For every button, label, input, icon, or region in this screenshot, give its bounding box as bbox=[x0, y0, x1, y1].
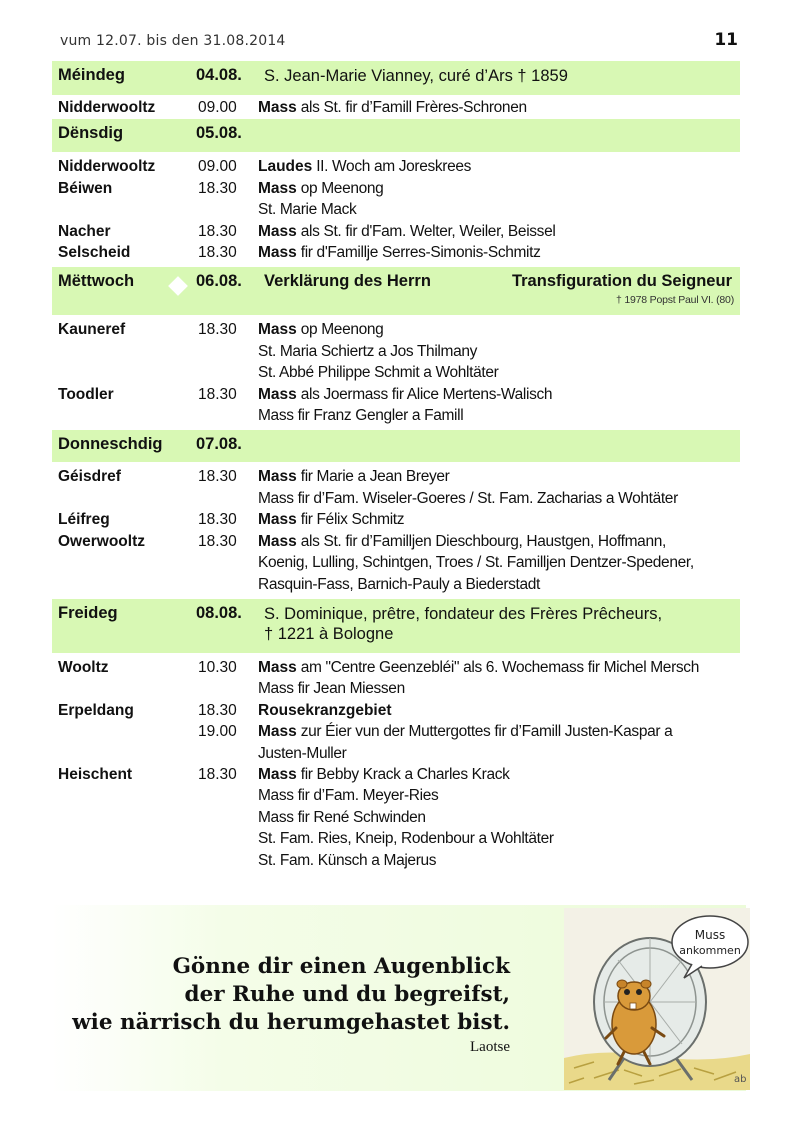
day-entries bbox=[52, 152, 740, 267]
page-header bbox=[60, 30, 738, 54]
entry-kind: Mass bbox=[258, 511, 297, 529]
entry-detail: als Joermass fir Alice Mertens-Walisch bbox=[296, 385, 553, 403]
time bbox=[190, 199, 258, 220]
feast-title-de: Verklärung des Herrn bbox=[264, 272, 431, 291]
place bbox=[52, 850, 190, 871]
time: 18.30 bbox=[198, 532, 237, 550]
entry-row bbox=[52, 785, 740, 806]
entry-text bbox=[258, 221, 740, 242]
entry-detail: als St. fir d'Fam. Welter, Weiler, Beissel bbox=[296, 222, 556, 240]
time: 18.30 bbox=[198, 511, 237, 529]
entry-row bbox=[52, 405, 740, 426]
place bbox=[52, 828, 190, 849]
place: Nidderwooltz bbox=[58, 158, 156, 176]
day-entries bbox=[52, 315, 740, 430]
entry-detail: Justen-Muller bbox=[258, 744, 347, 762]
entry-text bbox=[258, 743, 740, 764]
place bbox=[52, 807, 190, 828]
entry-row bbox=[52, 384, 740, 405]
place bbox=[52, 743, 190, 764]
entry-detail: Koenig, Lulling, Schintgen, Troes / St. Familljen Dentzer-Spedener, bbox=[258, 554, 694, 572]
entry-row bbox=[52, 657, 740, 678]
entry-text bbox=[258, 552, 740, 573]
entry-text bbox=[258, 466, 740, 487]
entry-text bbox=[258, 785, 740, 806]
place: Nidderwooltz bbox=[58, 99, 156, 116]
anniversary-note: † 1978 Popst Paul VI. (80) bbox=[616, 294, 734, 307]
place bbox=[52, 362, 190, 383]
entry-row bbox=[52, 156, 740, 177]
entry-text bbox=[258, 828, 740, 849]
speech-line-1: Muss bbox=[694, 928, 726, 942]
feast-title bbox=[264, 430, 740, 435]
place: Béiwen bbox=[58, 179, 113, 197]
schedule bbox=[52, 61, 740, 875]
entry-row bbox=[52, 199, 740, 220]
place bbox=[52, 721, 190, 742]
entry-text bbox=[258, 657, 740, 678]
entry-detail: St. Marie Mack bbox=[258, 201, 357, 219]
entry-text bbox=[258, 97, 740, 118]
entry-text bbox=[258, 574, 740, 595]
entry-detail: St. Fam. Künsch a Majerus bbox=[258, 851, 437, 869]
entry-row bbox=[52, 807, 740, 828]
entry-row bbox=[52, 700, 740, 721]
entry-row bbox=[52, 850, 740, 871]
day-entries bbox=[52, 653, 740, 875]
day-date: 06.08. bbox=[196, 272, 242, 291]
entry-detail: Mass fir d’Fam. Meyer-Ries bbox=[258, 787, 439, 805]
entry-text bbox=[258, 319, 740, 340]
time: 10.30 bbox=[198, 658, 237, 676]
entry-text bbox=[258, 807, 740, 828]
place bbox=[52, 199, 190, 220]
time bbox=[190, 488, 258, 509]
entry-row bbox=[52, 678, 740, 699]
place bbox=[52, 574, 190, 595]
time: 18.30 bbox=[198, 222, 237, 240]
entry-detail: op Meenong bbox=[296, 321, 384, 339]
entry-text bbox=[258, 678, 740, 699]
time bbox=[190, 785, 258, 806]
place: Léifreg bbox=[58, 511, 110, 529]
time bbox=[190, 807, 258, 828]
artist-signature: ab bbox=[734, 1074, 747, 1085]
entry-detail: II. Woch am Joreskrees bbox=[312, 158, 472, 176]
entry-kind: Rousekranzgebiet bbox=[258, 701, 392, 719]
entry-row bbox=[52, 509, 740, 530]
entry-text bbox=[258, 178, 740, 199]
place bbox=[52, 552, 190, 573]
place bbox=[52, 678, 190, 699]
place: Erpeldang bbox=[58, 701, 134, 719]
entry-row bbox=[52, 552, 740, 573]
entry-detail: Mass fir d’Fam. Wiseler-Goeres / St. Fam. Zacharias a Wohtäter bbox=[258, 489, 678, 507]
entry-detail: St. Fam. Ries, Kneip, Rodenbour a Wohltäter bbox=[258, 830, 554, 848]
time bbox=[190, 405, 258, 426]
entry-kind: Laudes bbox=[258, 158, 313, 176]
entry-detail: Mass fir Franz Gengler a Famill bbox=[258, 407, 464, 425]
place: Nacher bbox=[58, 222, 111, 240]
entry-text bbox=[258, 509, 740, 530]
entry-detail: am "Centre Geenzebléi" als 6. Wochemass fir Michel Mersch bbox=[296, 658, 699, 676]
entry-kind: Mass bbox=[258, 723, 297, 741]
day-header bbox=[52, 430, 740, 462]
entry-kind: Mass bbox=[258, 244, 297, 262]
entry-kind: Mass bbox=[258, 468, 297, 486]
time: 18.30 bbox=[198, 385, 237, 403]
entry-row bbox=[52, 221, 740, 242]
day-date: 07.08. bbox=[196, 435, 242, 454]
entry-kind: Mass bbox=[258, 99, 297, 116]
place: Wooltz bbox=[58, 658, 109, 676]
place bbox=[52, 785, 190, 806]
entry-detail: St. Maria Schiertz a Jos Thilmany bbox=[258, 342, 478, 360]
time bbox=[190, 828, 258, 849]
day-header bbox=[52, 119, 740, 152]
feast-title: S. Jean-Marie Vianney, curé d’Ars † 1859 bbox=[264, 67, 568, 85]
place: Selscheid bbox=[58, 244, 131, 262]
quote-line-1: Gönne dir einen Augenblick bbox=[172, 954, 510, 979]
day-name: Dënsdig bbox=[58, 124, 124, 143]
place bbox=[52, 488, 190, 509]
day-header bbox=[52, 599, 740, 653]
entry-detail: fir d'Famillje Serres-Simonis-Schmitz bbox=[296, 244, 541, 262]
entry-detail: Rasquin-Fass, Barnich-Pauly a Biederstadt bbox=[258, 575, 541, 593]
entry-row bbox=[52, 574, 740, 595]
feast-title bbox=[264, 599, 740, 644]
entry-row bbox=[52, 242, 740, 263]
speech-line-2: ankommen bbox=[679, 944, 741, 957]
time: 18.30 bbox=[198, 244, 237, 262]
entry-text bbox=[258, 488, 740, 509]
place: Géisdref bbox=[58, 468, 121, 486]
entry-text bbox=[258, 156, 740, 177]
entry-text bbox=[258, 341, 740, 362]
quote-box bbox=[52, 905, 746, 1091]
entry-text bbox=[258, 242, 740, 263]
time bbox=[190, 743, 258, 764]
day-date: 05.08. bbox=[196, 124, 242, 143]
time bbox=[190, 678, 258, 699]
entry-detail: fir Félix Schmitz bbox=[296, 511, 405, 529]
entry-row bbox=[52, 828, 740, 849]
quote-author: Laotse bbox=[470, 1039, 510, 1055]
day-entries bbox=[52, 95, 740, 119]
place: Kauneref bbox=[58, 321, 126, 339]
entry-detail: als St. fir d’Familljen Dieschbourg, Haustgen, Hoffmann, bbox=[296, 532, 666, 550]
time bbox=[190, 850, 258, 871]
entry-row bbox=[52, 341, 740, 362]
entry-row bbox=[52, 721, 740, 742]
day-entries bbox=[52, 462, 740, 598]
day-name: Freideg bbox=[58, 603, 118, 622]
entry-row bbox=[52, 466, 740, 487]
entry-text bbox=[258, 362, 740, 383]
entry-text bbox=[258, 721, 740, 742]
entry-detail: zur Éier vun der Muttergottes fir d’Famill Justen-Kaspar a bbox=[296, 723, 673, 741]
feast-title-line-2: † 1221 à Bologne bbox=[264, 624, 394, 643]
day-name: Donneschdig bbox=[58, 435, 163, 454]
entry-text bbox=[258, 764, 740, 785]
quote-text bbox=[72, 953, 510, 1037]
entry-text bbox=[258, 531, 740, 552]
entry-row bbox=[52, 362, 740, 383]
entry-kind: Mass bbox=[258, 532, 297, 550]
quote-line-2: der Ruhe und du begreifst, bbox=[184, 982, 510, 1007]
entry-text bbox=[258, 700, 740, 721]
time bbox=[190, 362, 258, 383]
day-name: Méindeg bbox=[58, 66, 125, 84]
entry-kind: Mass bbox=[258, 321, 297, 339]
entry-row bbox=[52, 178, 740, 199]
entry-row bbox=[52, 531, 740, 552]
time: 18.30 bbox=[198, 765, 237, 783]
entry-detail: fir Marie a Jean Breyer bbox=[296, 468, 450, 486]
entry-kind: Mass bbox=[258, 658, 297, 676]
time bbox=[190, 574, 258, 595]
date-range: vum 12.07. bis den 31.08.2014 bbox=[60, 33, 286, 49]
day-header bbox=[52, 267, 740, 315]
entry-detail: Mass fir René Schwinden bbox=[258, 808, 426, 826]
entry-text bbox=[258, 199, 740, 220]
entry-detail: fir Bebby Krack a Charles Krack bbox=[296, 765, 510, 783]
quote-line-3: wie närrisch du herumgehastet bist. bbox=[72, 1010, 510, 1035]
hamster-wheel-cartoon bbox=[564, 908, 750, 1090]
entry-row bbox=[52, 764, 740, 785]
time: 18.30 bbox=[198, 179, 237, 197]
entry-text bbox=[258, 384, 740, 405]
day-name: Mëttwoch bbox=[58, 272, 135, 291]
time bbox=[190, 341, 258, 362]
feast-title-fr: Transfiguration du Seigneur bbox=[511, 272, 732, 291]
day-date: 08.08. bbox=[196, 603, 242, 622]
time: 09.00 bbox=[198, 99, 237, 116]
day-header bbox=[52, 61, 740, 95]
entry-detail: als St. fir d’Famill Frères-Schronen bbox=[296, 99, 527, 116]
entry-kind: Mass bbox=[258, 222, 297, 240]
time: 18.30 bbox=[198, 701, 237, 719]
entry-kind: Mass bbox=[258, 385, 297, 403]
entry-text bbox=[258, 405, 740, 426]
feast-title bbox=[264, 119, 740, 124]
entry-row bbox=[52, 319, 740, 340]
feast-title-line-1: S. Dominique, prêtre, fondateur des Frères Prêcheurs, bbox=[264, 604, 663, 623]
place: Owerwooltz bbox=[58, 532, 145, 550]
time: 18.30 bbox=[198, 321, 237, 339]
place: Heischent bbox=[58, 765, 133, 783]
time bbox=[190, 552, 258, 573]
entry-row bbox=[52, 97, 740, 118]
time: 18.30 bbox=[198, 468, 237, 486]
place: Toodler bbox=[58, 385, 114, 403]
entry-row bbox=[52, 743, 740, 764]
day-date: 04.08. bbox=[196, 66, 242, 84]
entry-kind: Mass bbox=[258, 765, 297, 783]
time: 09.00 bbox=[198, 158, 237, 176]
place bbox=[52, 341, 190, 362]
entry-detail: op Meenong bbox=[296, 179, 384, 197]
place bbox=[52, 405, 190, 426]
time: 19.00 bbox=[198, 723, 237, 741]
entry-text bbox=[258, 850, 740, 871]
page-number: 11 bbox=[714, 30, 738, 50]
entry-detail: Mass fir Jean Miessen bbox=[258, 680, 405, 698]
entry-detail: St. Abbé Philippe Schmit a Wohltäter bbox=[258, 364, 499, 382]
entry-kind: Mass bbox=[258, 179, 297, 197]
entry-row bbox=[52, 488, 740, 509]
